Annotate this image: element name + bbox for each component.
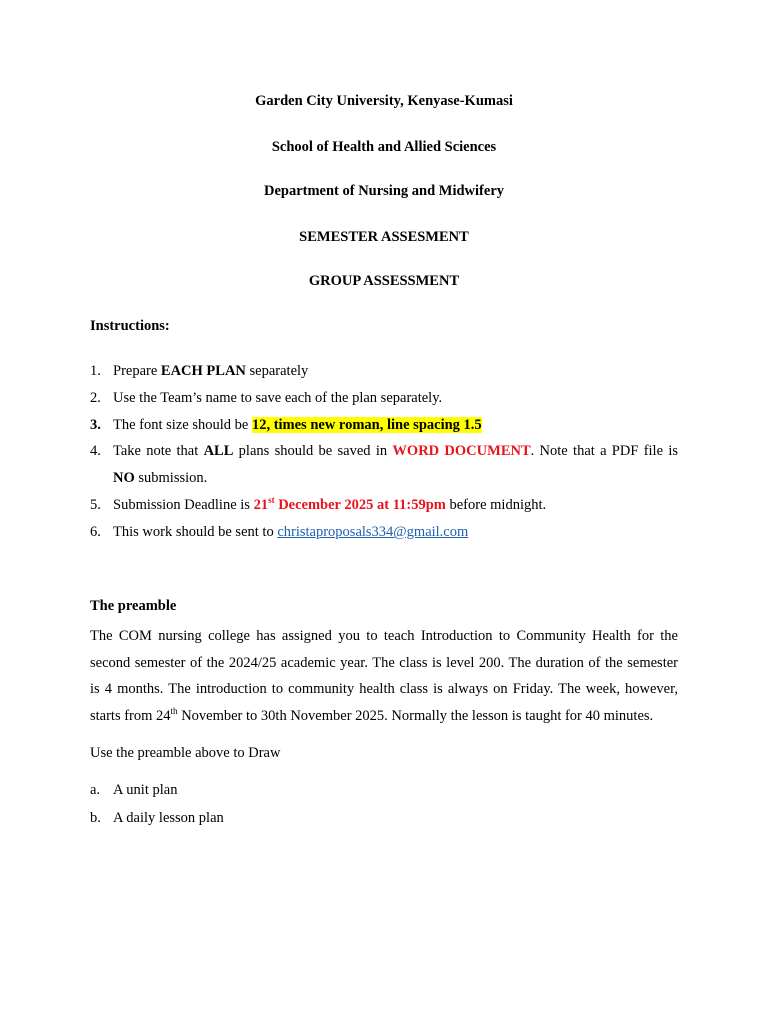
instruction-text: Take note that ALL plans should be saved in WORD DOCUMENT. Note that a PDF file is [113, 443, 678, 459]
red-emphasis: WORD DOCUMENT [392, 443, 531, 459]
task-text: A daily lesson plan [113, 810, 224, 826]
list-number: 3. [90, 417, 101, 433]
instructions-heading: Instructions: [90, 318, 170, 334]
deadline-emphasis: 21st December 2025 at 11:59pm [253, 495, 446, 513]
assessment-type: SEMESTER ASSESMENT [299, 229, 469, 245]
school-name: School of Health and Allied Sciences [271, 139, 497, 155]
university-name: Garden City University, Kenyase-Kumasi [255, 93, 513, 109]
preamble-paragraph [90, 623, 678, 730]
list-number: 5. [90, 497, 101, 513]
preamble-heading: The preamble [90, 598, 177, 614]
list-number: 6. [90, 524, 101, 540]
instruction-text: Prepare EACH PLAN separately [113, 363, 309, 379]
list-letter: b. [90, 810, 101, 826]
list-number: 1. [90, 363, 101, 379]
instruction-text: Use the Team’s name to save each of the plan separately. [113, 390, 443, 406]
instruction-text: Submission Deadline is 21st December 2025 at 11:59pm before midnight. [113, 495, 547, 513]
preamble-line: starts from 24th November to 30th November 2025. Normally the lesson is taught for 40 minutes. [90, 706, 654, 725]
department-name: Department of Nursing and Midwifery [263, 183, 505, 199]
list-letter: a. [90, 782, 101, 798]
list-number: 2. [90, 390, 101, 406]
preamble-line: The COM nursing college has assigned you to teach Introduction to Community Health for the [90, 628, 678, 644]
instruction-text: This work should be sent to christaproposals334@gmail.com [113, 524, 469, 540]
assessment-kind: GROUP ASSESSMENT [308, 273, 460, 289]
list-number: 4. [90, 443, 101, 459]
preamble-instruction: Use the preamble above to Draw [90, 745, 281, 761]
preamble-line: is 4 months. The introduction to community health class is always on Friday. The week, however, [90, 681, 678, 698]
highlighted-text: 12, times new roman, line spacing 1.5 [251, 417, 482, 433]
instruction-text-continued: NO submission. [113, 470, 208, 486]
task-text: A unit plan [113, 782, 178, 798]
email-link[interactable]: christaproposals334@gmail.com [277, 524, 469, 540]
instruction-text: The font size should be 12, times new roman, line spacing 1.5 [113, 417, 482, 433]
preamble-line: second semester of the 2024/25 academic year. The class is level 200. The duration of the semester [90, 654, 678, 671]
